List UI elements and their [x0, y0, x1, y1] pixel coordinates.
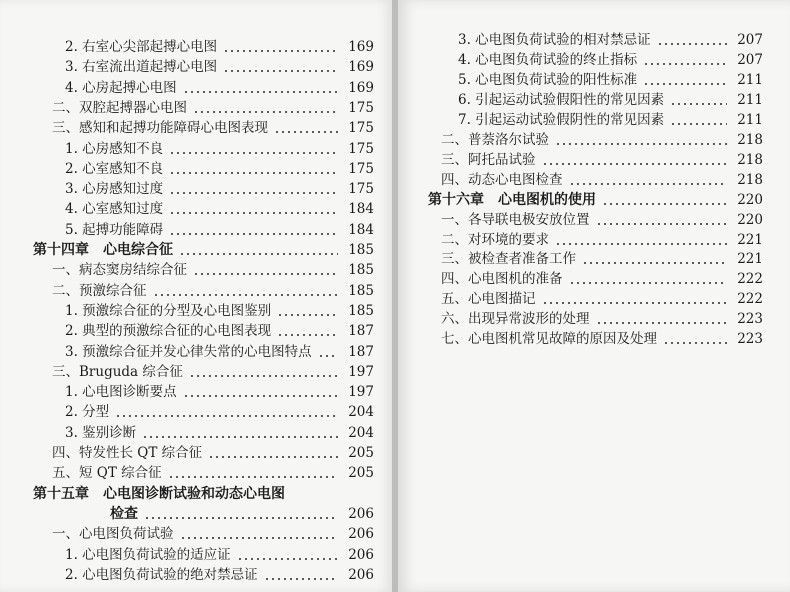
toc-chapter-entry: [0, 504, 392, 525]
toc-chapter-entry: [398, 190, 790, 211]
toc-section-entry: [398, 230, 790, 251]
toc-page-number: 197: [348, 384, 374, 401]
toc-subsection-entry: [0, 565, 392, 586]
toc-section-entry: [0, 98, 392, 119]
toc-page-number: 220: [737, 191, 763, 208]
toc-leader-dots: [663, 342, 727, 344]
toc-leader-dots: [237, 558, 338, 560]
toc-page-number: 206: [348, 566, 374, 583]
toc-page-number: 207: [737, 51, 763, 68]
toc-section-entry: [398, 269, 790, 290]
toc-page-number: 211: [737, 91, 763, 108]
toc-entry-title: 二、对环境的要求: [441, 231, 549, 248]
toc-page-number: 175: [348, 181, 374, 198]
toc-leader-dots: [643, 63, 727, 65]
toc-leader-dots: [670, 123, 727, 125]
toc-leader-dots: [180, 537, 339, 539]
toc-section-entry: [398, 130, 790, 151]
toc-leader-dots: [569, 183, 728, 185]
toc-page-number: 185: [348, 302, 374, 319]
toc-entry-title: 三、Bruguda 综合征: [52, 363, 183, 380]
toc-entry-title: 6. 引起运动试验假阳性的常见因素: [458, 91, 665, 108]
toc-leader-dots: [542, 163, 728, 165]
toc-leader-dots: [277, 314, 338, 316]
toc-leader-dots: [169, 192, 338, 194]
toc-entry-title: 3. 心房感知过度: [65, 181, 164, 198]
toc-entry-title: 第十五章 心电图诊断试验和动态心电图: [33, 485, 285, 502]
toc-subsection-entry: [398, 90, 790, 111]
toc-subsection-entry: [0, 402, 392, 423]
toc-subsection-entry: [398, 30, 790, 51]
toc-leader-dots: [582, 262, 727, 264]
toc-leader-dots: [142, 436, 338, 438]
toc-page-number: 220: [737, 211, 763, 228]
toc-section-entry: [0, 118, 392, 139]
toc-entry-title: 4. 心房起搏心电图: [65, 79, 177, 96]
toc-subsection-entry: [0, 199, 392, 220]
toc-page-number: 206: [348, 546, 374, 563]
toc-page-number: 197: [348, 363, 374, 380]
toc-subsection-entry: [0, 78, 392, 99]
toc-leader-dots: [183, 91, 338, 93]
toc-entry-title: 四、动态心电图检查: [441, 171, 563, 188]
toc-section-entry: [398, 329, 790, 350]
toc-section-entry: [0, 260, 392, 281]
toc-entry-title: 3. 右室流出道起搏心电图: [65, 59, 218, 76]
toc-entry-title: 1. 心房感知不良: [65, 140, 164, 157]
toc-section-entry: [398, 249, 790, 270]
toc-page-number: 184: [348, 201, 374, 218]
toc-entry-title: 3. 预激综合征并发心律失常的心电图特点: [65, 343, 312, 360]
toc-subsection-entry: [0, 382, 392, 403]
toc-page-number: 169: [348, 59, 374, 76]
toc-entry-title: 五、心电图描记: [441, 291, 536, 308]
toc-page-number: 187: [348, 323, 374, 340]
toc-page-number: 204: [348, 404, 374, 421]
toc-subsection-entry: [0, 342, 392, 363]
toc-leader-dots: [144, 517, 338, 519]
toc-leader-dots: [193, 273, 338, 275]
toc-section-entry: [0, 524, 392, 545]
toc-entry-title: 三、感知和起搏功能障碍心电图表现: [52, 120, 268, 137]
toc-subsection-entry: [0, 301, 392, 322]
toc-page-number: 223: [737, 331, 763, 348]
toc-leader-dots: [153, 294, 339, 296]
toc-page-number: 218: [737, 151, 763, 168]
toc-entry-title: 三、阿托品试验: [441, 151, 536, 168]
toc-subsection-entry: [0, 139, 392, 160]
toc-page-number: 211: [737, 71, 763, 88]
toc-entry-title: 1. 心电图诊断要点: [65, 384, 177, 401]
toc-section-entry: [0, 362, 392, 383]
toc-leader-dots: [264, 578, 338, 580]
toc-section-entry: [0, 443, 392, 464]
toc-page-number: 221: [737, 231, 763, 248]
toc-leader-dots: [208, 456, 338, 458]
toc-entry-title: 六、出现异常波形的处理: [441, 311, 590, 328]
toc-entry-title: 二、普萘洛尔试验: [441, 131, 549, 148]
toc-subsection-entry: [0, 57, 392, 78]
toc-entry-title: 2. 心室感知不良: [65, 160, 164, 177]
toc-entry-title: 3. 鉴别诊断: [65, 424, 137, 441]
toc-entry-title: 第十四章 心电综合征: [33, 242, 173, 258]
toc-section-entry: [398, 150, 790, 171]
toc-leader-dots: [169, 152, 338, 154]
toc-page-number: 207: [737, 32, 763, 48]
toc-leader-dots: [169, 233, 338, 235]
toc-leader-dots: [183, 395, 338, 397]
toc-entry-title: 7. 引起运动试验假阴性的常见因素: [458, 111, 665, 128]
toc-section-entry: [398, 309, 790, 330]
toc-entry-title: 三、被检查者准备工作: [441, 251, 576, 268]
toc-leader-dots: [643, 83, 727, 85]
toc-page-number: 218: [737, 171, 763, 188]
toc-entry-title: 4. 心电图负荷试验的终止指标: [458, 51, 638, 68]
left-page: [0, 0, 392, 592]
toc-entry-title: 2. 心电图负荷试验的绝对禁忌证: [65, 566, 258, 583]
toc-leader-dots: [179, 253, 338, 255]
toc-page-number: 206: [348, 505, 374, 522]
toc-leader-dots: [318, 355, 338, 357]
toc-entry-title: 五、短 QT 综合征: [52, 465, 162, 482]
toc-leader-dots: [193, 111, 338, 113]
toc-section-entry: [0, 281, 392, 302]
toc-subsection-entry: [398, 50, 790, 71]
toc-entry-title: 一、各导联电极安放位置: [441, 211, 590, 228]
toc-page-number: 218: [737, 131, 763, 148]
toc-entry-title: 第十六章 心电图机的使用: [428, 191, 596, 208]
toc-chapter-entry: [0, 484, 392, 505]
toc-leader-dots: [223, 70, 338, 72]
toc-entry-title: 二、双腔起搏器心电图: [52, 99, 187, 116]
toc-section-entry: [398, 210, 790, 231]
toc-subsection-entry: [398, 110, 790, 131]
toc-subsection-entry: [0, 159, 392, 180]
toc-page-number: 223: [737, 311, 763, 328]
toc-leader-dots: [555, 143, 727, 145]
toc-subsection-entry: [0, 220, 392, 241]
toc-leader-dots: [542, 302, 728, 304]
toc-subsection-entry: [398, 70, 790, 91]
toc-entry-title: 一、心电图负荷试验: [52, 526, 174, 543]
toc-leader-dots: [555, 243, 727, 245]
toc-entry-title: 一、病态窦房结综合征: [52, 262, 187, 279]
toc-entry-title: 二、预激综合征: [52, 282, 147, 299]
toc-page-number: 185: [348, 262, 374, 279]
toc-entry-title: 5. 起搏功能障碍: [65, 221, 164, 238]
toc-page-number: 205: [348, 445, 374, 461]
toc-page-number: 169: [348, 39, 374, 55]
toc-entry-title: 1. 预激综合征的分型及心电图鉴别: [65, 302, 272, 319]
toc-leader-dots: [657, 43, 727, 45]
toc-page-number: 175: [348, 160, 374, 177]
toc-subsection-entry: [0, 179, 392, 200]
toc-entry-title: 2. 分型: [65, 404, 110, 421]
toc-leader-dots: [115, 415, 338, 417]
toc-leader-dots: [189, 375, 338, 377]
toc-page-number: 185: [348, 242, 374, 258]
toc-section-entry: [0, 463, 392, 484]
toc-page-number: 175: [348, 120, 374, 137]
toc-leader-dots: [223, 50, 338, 52]
toc-subsection-entry: [0, 321, 392, 342]
toc-leader-dots: [670, 103, 727, 105]
toc-page-number: 221: [737, 251, 763, 268]
toc-page-number: 175: [348, 140, 374, 157]
toc-leader-dots: [277, 334, 338, 336]
toc-subsection-entry: [0, 37, 392, 58]
toc-entry-title: 5. 心电图负荷试验的阳性标准: [458, 71, 638, 88]
toc-entry-title: 七、心电图机常见故障的原因及处理: [441, 331, 657, 348]
toc-entry-title: 四、心电图机的准备: [441, 271, 563, 288]
toc-page-number: 185: [348, 282, 374, 299]
toc-leader-dots: [569, 282, 728, 284]
toc-subsection-entry: [0, 423, 392, 444]
toc-page-number: 187: [348, 343, 374, 360]
toc-entry-title: 2. 典型的预激综合征的心电图表现: [65, 323, 272, 340]
toc-page-number: 222: [737, 271, 763, 288]
toc-entry-title: 检查: [110, 505, 138, 522]
toc-leader-dots: [169, 212, 338, 214]
toc-subsection-entry: [0, 545, 392, 566]
toc-page-number: 211: [737, 111, 763, 128]
toc-page-number: 204: [348, 424, 374, 441]
toc-leader-dots: [596, 322, 728, 324]
toc-page-number: 175: [348, 99, 374, 116]
toc-page-number: 205: [348, 465, 374, 482]
toc-entry-title: 3. 心电图负荷试验的相对禁忌证: [458, 32, 651, 48]
toc-leader-dots: [169, 172, 338, 174]
toc-page-number: 169: [348, 79, 374, 96]
toc-entry-title: 四、特发性长 QT 综合征: [52, 445, 203, 461]
toc-leader-dots: [274, 131, 338, 133]
toc-leader-dots: [596, 223, 728, 225]
right-page: [398, 0, 790, 592]
toc-leader-dots: [602, 203, 727, 205]
toc-section-entry: [398, 289, 790, 310]
toc-entry-title: 4. 心室感知过度: [65, 201, 164, 218]
toc-page-number: 222: [737, 291, 763, 308]
toc-leader-dots: [168, 476, 338, 478]
toc-entry-title: 1. 心电图负荷试验的适应证: [65, 546, 231, 563]
toc-page-number: 206: [348, 526, 374, 543]
toc-page-number: 184: [348, 221, 374, 238]
toc-chapter-entry: [0, 240, 392, 261]
toc-entry-title: 2. 右室心尖部起搏心电图: [65, 39, 218, 55]
toc-section-entry: [398, 170, 790, 191]
